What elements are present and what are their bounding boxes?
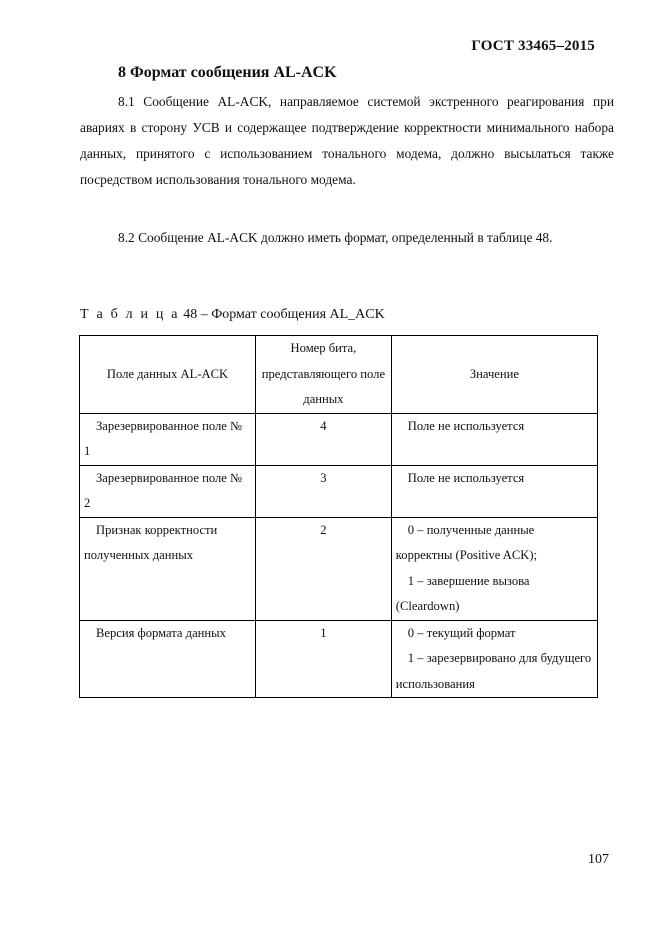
table-row — [80, 620, 598, 698]
page-number: 107 — [588, 852, 609, 867]
bit-cell: 2 — [256, 517, 392, 620]
table-header-row — [80, 336, 598, 414]
table-row — [80, 517, 598, 620]
column-header-field: Поле данных AL-ACK — [80, 336, 256, 414]
format-table — [79, 335, 598, 698]
bit-cell: 4 — [256, 413, 392, 465]
table-row — [80, 465, 598, 517]
bit-cell: 1 — [256, 620, 392, 698]
column-header-value: Значение — [391, 336, 597, 414]
paragraph-8-1 — [80, 89, 614, 193]
field-cell: Зарезервированное поле № 2 — [80, 465, 256, 517]
paragraph-8-2 — [80, 225, 614, 251]
table-row — [80, 413, 598, 465]
standard-number: ГОСТ 33465–2015 — [471, 38, 595, 54]
value-cell — [391, 517, 597, 620]
bit-cell: 3 — [256, 465, 392, 517]
value-cell: Поле не используется — [391, 413, 597, 465]
table-caption — [80, 307, 385, 323]
column-header-bit: Номер бита, представляющего поле данных — [256, 336, 392, 414]
value-line: 0 – полученные данные корректны (Positive ACK); — [395, 522, 538, 562]
value-cell — [391, 620, 597, 698]
paragraph-8-1-text: 8.1 Сообщение AL-ACK, направляемое системой экстренного реагирования при авариях в сторону УСВ и содержащее подтверждение корректности минимального набора данных, принятого с использованием тонального модема, должно высылаться также посредством использования тонального модема. — [80, 94, 614, 187]
section-heading: 8 Формат сообщения AL-ACK — [118, 64, 337, 81]
value-line: 1 – завершение вызова (Cleardown) — [395, 573, 530, 613]
field-cell: Признак корректности полученных данных — [80, 517, 256, 620]
table-caption-label: Т а б л и ц а — [80, 307, 180, 322]
table-caption-text: 48 – Формат сообщения AL_ACK — [183, 307, 385, 322]
value-line: 1 – зарезервировано для будущего использования — [395, 651, 592, 691]
value-cell: Поле не используется — [391, 465, 597, 517]
value-line: 0 – текущий формат — [407, 625, 516, 640]
field-cell: Версия формата данных — [80, 620, 256, 698]
field-cell: Зарезервированное поле № 1 — [80, 413, 256, 465]
paragraph-8-2-text: 8.2 Сообщение AL-ACK должно иметь формат, определенный в таблице 48. — [118, 230, 553, 245]
